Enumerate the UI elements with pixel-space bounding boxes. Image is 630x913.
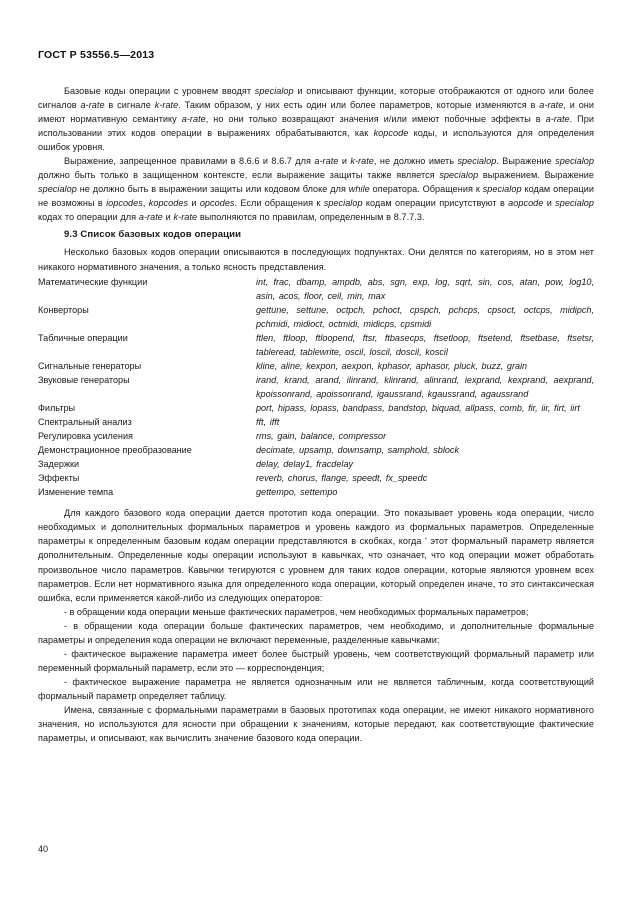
opcode-table-row <box>38 457 594 471</box>
opcode-table-row <box>38 429 594 443</box>
opcode-category-list: delay, delay1, fracdelay <box>256 459 354 470</box>
opcode-category-name: Демонстрационное преобразование <box>38 445 192 456</box>
opcode-category-name: Спектральный анализ <box>38 417 132 428</box>
opcode-category-name: Звуковые генераторы <box>38 374 130 385</box>
opcode-table-row <box>38 359 594 373</box>
paragraph-opcode-levels: Базовые коды операции с уровнем вводят specialop и описывают функции, которые отображаются от одного или более сигналов a-rate в сигнале k-rate. Таким образом, у них есть один или более параметров, которые изменяются в a-rate, и они имеют нормативную семантику a-rate, но они только возвращают значения и/или имеют побочные эффекты в a-rate. При использовании этих кодов операции в выражениях обрабатываются, как kopcode коды, и используются для определения ошибок уровня. <box>38 86 595 153</box>
opcode-category-list: rms, gain, balance, compressor <box>256 431 387 442</box>
opcode-category-list: gettune, settune, octpch, pchoct, cpspch, pchcps, cpsoct, octcps, midipch, pchmidi, midioct, octmidi, midicps, cpsmidi <box>256 304 594 329</box>
bullet-too-few-params: - в обращении кода операции меньше фактических параметров, чем необходимых формальных параметров; <box>64 606 529 617</box>
paragraph-prototype-description: Для каждого базового кода операции дается прототип кода операции. Это показывает уровень кода операции, число необходимых и дополнительных формальных параметров и уровень каждого из формальных параметров. Определенные параметры к определенным базовым кодам операции представляются в скобках, когда ' этот формальный параметр является дополнительным. Определенные коды операции используют в кавычках, что означает, что код операции может обработать произвольное число параметров. Кавычки тегируются с уровнем для таких кодов операции, которые являются уровнем всех параметров. Если нет нормативного языка для определенного кода операции, который определен иначе, то это синтаксическая ошибка, если применяется какой-либо из следующих операторов: <box>38 508 594 603</box>
opcode-category-list: kline, aline, kexpon, aexpon, kphasor, aphasor, pluck, buzz, grain <box>256 360 528 371</box>
table-paragraph-spacer <box>38 499 594 506</box>
opcode-category-list: reverb, chorus, flange, speedt, fx_speedc <box>256 473 428 484</box>
opcode-table-row <box>38 373 594 401</box>
opcode-category-list: int, frac, dbamp, ampdb, abs, sgn, exp, log, sqrt, sin, cos, atan, pow, log10, asin, acos, floor, ceil, min, max <box>256 276 594 301</box>
paragraph-section-intro: Несколько базовых кодов операции описываются в последующих подпунктах. Они делятся по категориям, но в этом нет никакого нормативного значения, а только ясность представления. <box>38 247 594 272</box>
opcode-table-row <box>38 415 594 429</box>
opcode-table-row <box>38 331 594 359</box>
document-standard-header: ГОСТ Р 53556.5—2013 <box>38 49 155 61</box>
paragraph-specialop-rules: Выражение, запрещенное правилами в 8.6.6 и 8.6.7 для a-rate и k-rate, не должно иметь specialop. Выражение specialop должно быть только в защищенном контексте, если выражение защиты также является specialop выражением. Выражение specialop не должно быть в выражении защиты или кодовом блоке для while оператора. Обращения к specialop кодам операции не возможны в iopcodes, kopcodes и opcodes. Если обращения к specialop кодам операции присутствуют в aopcode и specialop кодах то операции для a-rate и k-rate выполняются по правилам, определенным в 8.7.7.3. <box>38 156 594 223</box>
opcode-table-row <box>38 443 594 457</box>
opcode-table-row <box>38 471 594 485</box>
opcode-category-name: Регулировка усиления <box>38 431 133 442</box>
opcode-category-list: ftlen, ftloop, ftloopend, ftsr, ftbasecps, ftsetloop, ftsetend, ftsetbase, ftsetsr, tableread, tablewrite, oscil, loscil, doscil, koscil <box>256 332 594 357</box>
opcode-category-list: gettempo, settempo <box>256 487 338 498</box>
opcode-category-name: Сигнальные генераторы <box>38 360 142 371</box>
opcode-category-name: Изменение темпа <box>38 487 114 498</box>
opcode-table-row <box>38 401 594 415</box>
opcode-category-list: irand, krand, arand, ilinrand, klinrand, alinrand, iexprand, kexprand, aexprand, kpoissonrand, apoissonrand, igaussrand, kgaussrand, agaussrand <box>256 374 594 399</box>
paragraph-formal-param-names: Имена, связанные с формальными параметрами в базовых прототипах кода операции, не имеют никакого нормативного значения, но используются для ясности при обращении к значениям, которые передают, как соответствующие фактические параметры, и описывают, как вычислить значение базового кода операции. <box>38 704 594 744</box>
opcode-table-row <box>38 275 594 303</box>
section-heading-9-3: 9.3 Список базовых кодов операции <box>64 229 242 241</box>
opcode-category-name: Эффекты <box>38 473 80 484</box>
document-content <box>38 84 594 745</box>
opcode-category-name: Конверторы <box>38 304 89 315</box>
opcode-category-list: decimate, upsamp, downsamp, samphold, sblock <box>256 445 460 456</box>
bullet-too-many-params: - в обращении кода операции больше фактических параметров, чем необходимо, и дополнительные формальные параметры и определения кода операции не включают переменные, разделенные кавычками; <box>38 620 594 645</box>
opcode-category-name: Задержки <box>38 459 80 470</box>
page-number: 40 <box>38 844 49 854</box>
opcode-category-name: Фильтры <box>38 402 76 413</box>
opcode-category-name: Табличные операции <box>38 332 128 343</box>
bullet-faster-rate-param: - фактическое выражение параметра имеет более быстрый уровень, чем соответствующий формальный параметр или переменный формальный параметр, если это — корреспонденция; <box>38 648 594 673</box>
opcode-category-list: port, hipass, lopass, bandpass, bandstop, biquad, allpass, comb, fir, iir, firt, iirt <box>256 402 580 413</box>
bullet-ambiguous-param: - фактическое выражение параметра не является однозначным или не является табличным, когда соответствующий формальный параметр определяет таблицу. <box>38 676 594 701</box>
opcode-table-row <box>38 303 594 331</box>
opcode-category-name: Математические функции <box>38 276 148 287</box>
opcode-category-list: fft, ifft <box>256 417 280 428</box>
opcode-table-row <box>38 485 594 499</box>
opcode-category-table <box>38 275 594 500</box>
